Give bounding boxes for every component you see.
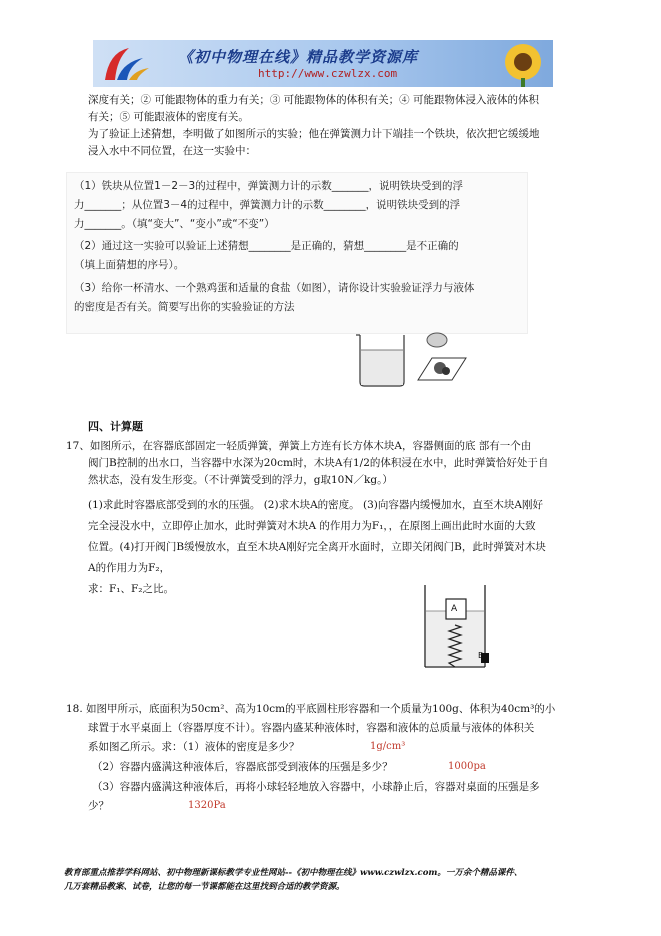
box-line-2: 力_______；从位置3－4的过程中，弹簧测力计的示数________，说明铁块受到的浮 bbox=[74, 199, 461, 211]
q18-line-6: 少？ bbox=[88, 800, 109, 812]
footer-line-1: 教育部重点推荐学科网站、初中物理新课标教学专业性网站--《初中物理在线》www.czwlzx.com。一万余个精品课件、 bbox=[64, 868, 523, 878]
intro-line-2: 有关；⑤ 可能跟液体的密度有关。 bbox=[88, 111, 249, 123]
intro-line-1: 深度有关；② 可能跟物体的重力有关；③ 可能跟物体的体积有关；④ 可能跟物体浸入液体的体积 bbox=[88, 94, 540, 106]
valve-b-label: B bbox=[478, 651, 484, 660]
box-line-3: 力_______。（填“变大”、“变小”或“不变”） bbox=[74, 218, 275, 230]
footer-line-2: 几万套精品教案、试卷，让您的每一节课都能在这里找到合适的教学资源。 bbox=[64, 882, 345, 892]
logo-icon bbox=[99, 44, 151, 84]
beaker-egg-salt-figure bbox=[340, 330, 470, 390]
q18-line-1: 18. 如图甲所示，底面积为50cm²、高为10cm的平底圆柱形容器和一个质量为100g、体积为40cm³的小 bbox=[66, 703, 556, 715]
q17-line-7: A的作用力为F₂， bbox=[88, 562, 171, 574]
intro-line-4: 浸入水中不同位置，在这一实验中： bbox=[88, 145, 256, 157]
box-line-4: （2）通过这一实验可以验证上述猜想________是正确的，猜想________是不正确的 bbox=[74, 240, 459, 252]
sunflower-icon bbox=[493, 40, 553, 87]
section-title: 四、计算题 bbox=[88, 420, 143, 433]
q18-line-4: （2）容器内盛满这种液体后，容器底部受到液体的压强是多少？ bbox=[92, 761, 393, 773]
box-line-6: （3）给你一杯清水、一个熟鸡蛋和适量的食盐（如图），请你设计实验验证浮力与液体 bbox=[74, 282, 475, 294]
q17-line-4: (1)求此时容器底部受到的水的压强。 (2)求木块A的密度。 (3)向容器内缓慢加水，直至木块A刚好 bbox=[88, 499, 543, 511]
block-a-label: A bbox=[451, 604, 458, 614]
header-banner bbox=[93, 40, 553, 87]
q17-line-6: 位置。(4)打开阀门B缓慢放水，直至木块A刚好完全离开水面时，立即关闭阀门B，此时弹簧对木块 bbox=[88, 541, 546, 553]
q17-line-5: 完全浸没水中，立即停止加水，此时弹簧对木块A 的作用力为F₁，，在原图上画出此时水面的大致 bbox=[88, 520, 536, 532]
q18-line-3: 系如图乙所示。求：（1）液体的密度是多少？ bbox=[88, 741, 300, 753]
box-line-7: 的密度是否有关。简要写出你的实验验证的方法 bbox=[74, 301, 295, 313]
banner-title: 《初中物理在线》精品教学资源库 bbox=[178, 48, 419, 66]
box-line-1: （1）铁块从位置1－2－3的过程中，弹簧测力计的示数_______，说明铁块受到的浮 bbox=[74, 180, 463, 192]
q17-line-2: 阀门B控制的出水口，当容器中水深为20cm时，木块A有1/2的体积浸在水中，此时弹簧恰好处于自 bbox=[88, 457, 549, 469]
q18-line-5: （3）容器内盛满这种液体后，再将小球轻轻地放入容器中，小球静止后，容器对桌面的压强是多 bbox=[92, 781, 540, 793]
q18-answer-2: 1000pa bbox=[448, 761, 486, 772]
box-line-5: （填上面猜想的序号）。 bbox=[74, 259, 185, 271]
container-spring-figure bbox=[415, 583, 495, 675]
intro-line-3: 为了验证上述猜想，李明做了如图所示的实验；他在弹簧测力计下端挂一个铁块，依次把它缓缓地 bbox=[88, 128, 540, 140]
q18-answer-1: 1g/cm³ bbox=[370, 741, 406, 752]
banner-url[interactable]: http://www.czwlzx.com bbox=[258, 67, 398, 80]
q17-line-8: 求：F₁、F₂之比。 bbox=[88, 583, 174, 595]
q17-line-3: 然状态，没有发生形变。（不计弹簧受到的浮力，g取10N／kg。） bbox=[88, 474, 393, 486]
q18-answer-3: 1320Pa bbox=[188, 800, 226, 811]
q18-line-2: 球置于水平桌面上（容器厚度不计）。容器内盛某种液体时，容器和液体的总质量与液体的体积关 bbox=[88, 722, 535, 734]
q17-line-1: 17、如图所示，在容器底部固定一轻质弹簧，弹簧上方连有长方体木块A，容器侧面的底 部有一个由 bbox=[66, 440, 532, 452]
